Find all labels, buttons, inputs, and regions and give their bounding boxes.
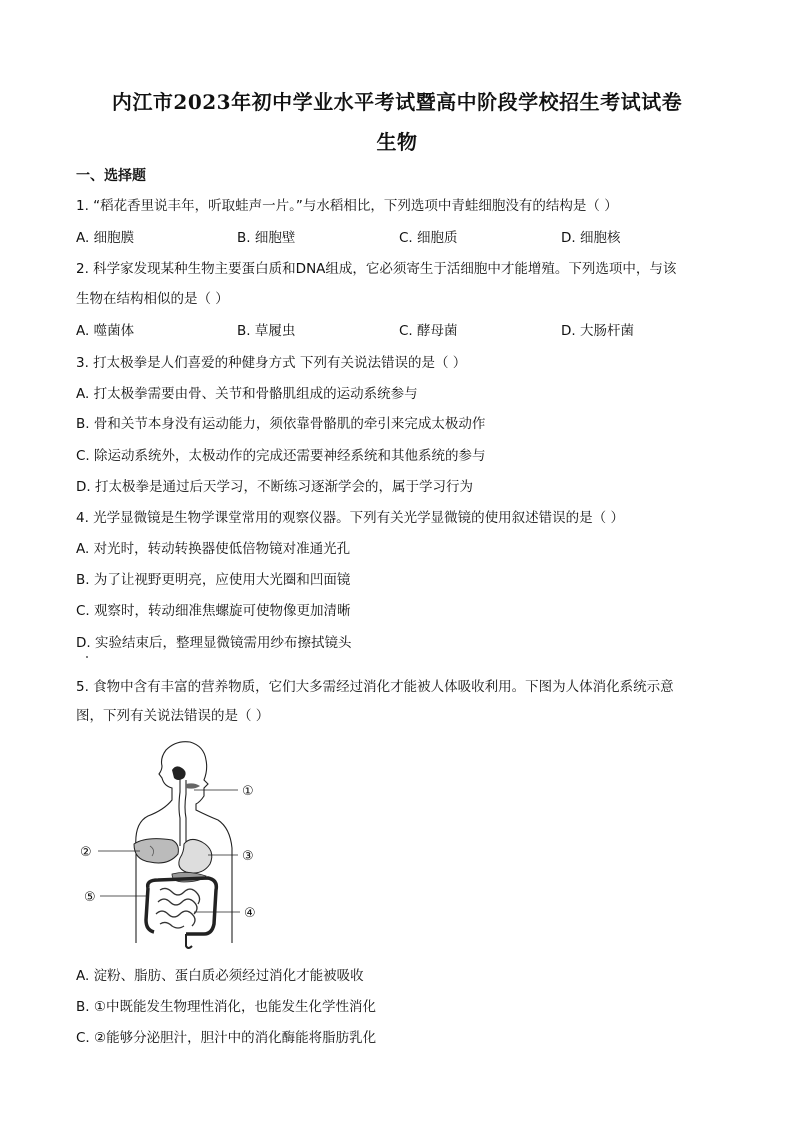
label-5: ⑤ <box>84 890 96 905</box>
label-4: ④ <box>244 906 256 921</box>
question-1-option-a: A. 细胞膜 <box>76 230 135 246</box>
question-3-option-a: A. 打太极拳需要由骨、关节和骨骼肌组成的运动系统参与 <box>76 386 418 402</box>
question-2-stem-line-2: 生物在结构相似的是（ ） <box>76 291 229 307</box>
question-5-option-c: C. ②能够分泌胆汁，胆汁中的消化酶能将脂肪乳化 <box>76 1030 377 1046</box>
rectum <box>186 934 192 948</box>
question-2-option-c: C. 酵母菌 <box>399 323 458 339</box>
question-3-option-b: B. 骨和关节本身没有运动能力，须依靠骨骼肌的牵引来完成太极动作 <box>76 416 486 432</box>
question-3-option-c: C. 除运动系统外，太极动作的完成还需要神经系统和其他系统的参与 <box>76 448 486 464</box>
question-5-stem-line-2: 图，下列有关说法错误的是（ ） <box>76 708 270 724</box>
question-1-stem: 1. “稻花香里说丰年，听取蛙声一片。”与水稻相比，下列选项中青蛙细胞没有的结构是（ ） <box>76 198 618 214</box>
question-5-stem-line-1: 5. 食物中含有丰富的营养物质，它们大多需经过消化才能被人体吸收利用。下图为人体消化系统示意 <box>76 679 674 695</box>
exam-subject: 生物 <box>376 130 418 154</box>
label-2: ② <box>80 845 92 860</box>
large-intestine <box>148 878 217 934</box>
question-2-option-d: D. 大肠杆菌 <box>561 323 634 339</box>
digestive-system-diagram <box>76 738 276 950</box>
stray-mark <box>86 656 88 658</box>
mouth-structure <box>172 766 200 788</box>
question-4-option-a: A. 对光时，转动转换器使低倍物镜对准通光孔 <box>76 541 351 557</box>
question-5-option-b: B. ①中既能发生物理性消化，也能发生化学性消化 <box>76 999 376 1015</box>
question-3-option-d: D. 打太极拳是通过后天学习，不断练习逐渐学会的，属于学习行为 <box>76 479 473 495</box>
question-4-option-d: D. 实验结束后，整理显微镜需用纱布擦拭镜头 <box>76 635 352 651</box>
question-2-stem-line-1: 2. 科学家发现某种生物主要蛋白质和DNA组成，它必须寄生于活细胞中才能增殖。下列选项中，与该 <box>76 261 677 277</box>
question-3-stem: 3. 打太极拳是人们喜爱的种健身方式 下列有关说法错误的是（ ） <box>76 355 467 371</box>
label-3: ③ <box>242 849 254 864</box>
question-4-option-b: B. 为了让视野更明亮，应使用大光圈和凹面镜 <box>76 572 351 588</box>
question-4-stem: 4. 光学显微镜是生物学课堂常用的观察仪器。下列有关光学显微镜的使用叙述错误的是（ ） <box>76 510 624 526</box>
question-1-option-d: D. 细胞核 <box>561 230 621 246</box>
exam-title: 内江市2023年初中学业水平考试暨高中阶段学校招生考试试卷 <box>111 90 683 114</box>
question-2-option-b: B. 草履虫 <box>237 323 296 339</box>
question-4-option-c: C. 观察时，转动细准焦螺旋可使物像更加清晰 <box>76 603 351 619</box>
liver-shape <box>134 839 178 863</box>
question-1-option-b: B. 细胞壁 <box>237 230 296 246</box>
question-1-option-c: C. 细胞质 <box>399 230 458 246</box>
question-2-option-a: A. 噬菌体 <box>76 323 135 339</box>
digestive-system-svg <box>76 738 276 950</box>
question-5-option-a: A. 淀粉、脂肪、蛋白质必须经过消化才能被吸收 <box>76 968 364 984</box>
section-heading: 一、选择题 <box>76 168 146 184</box>
label-1: ① <box>242 784 254 799</box>
small-intestine <box>156 888 200 928</box>
stomach-shape <box>179 839 212 873</box>
